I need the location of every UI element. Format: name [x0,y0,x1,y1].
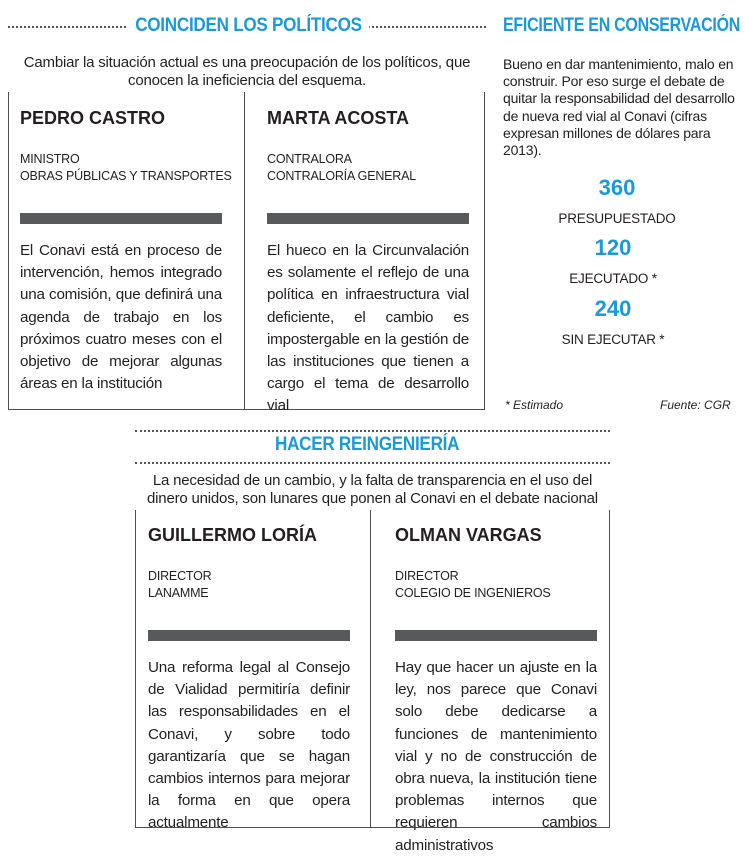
separator-bar [148,630,350,641]
separator-bar [20,213,222,224]
person-card-pedro-castro [20,108,232,395]
person-role [20,151,232,185]
person-name: GUILLERMO LORÍA [148,525,317,545]
person-role [267,151,469,185]
person-name: PEDRO CASTRO [20,108,166,128]
person-quote: El hueco en la Circunvalación es solamente el reflejo de una política en infraestructura vial deficiente, el cambio es impostergable en la gestión de las instituciones que tienen a cargo el tema de desarrollo vial [267,242,469,415]
person-role-org: LANAMME [148,586,209,600]
person-role [395,568,597,602]
stat-label: SIN EJECUTAR * [561,332,665,347]
person-role-title: DIRECTOR [395,569,459,583]
person-role-title: CONTRALORA [267,152,352,166]
person-quote: Hay que hacer un ajuste en la ley, nos parece que Conavi solo debe dedicarse a funciones de mantenimiento vial y no de construcción de obra nueva, la institución tiene problemas internos que requieren cambios administrativos [395,659,597,854]
stat-value: 360 [598,175,636,200]
person-quote: El Conavi está en proceso de intervención, hemos integrado una comisión, que definirá una agenda de trabajo en los próximos cuatro meses con el objetivo de mejorar algunas áreas en la institución [20,242,222,393]
section1-title: COINCIDEN LOS POLÍTICOS [128,15,369,37]
person-role-org: OBRAS PÚBLICAS Y TRANSPORTES [20,169,232,183]
sidebar-footnote: * Estimado [505,398,564,412]
person-name: MARTA ACOSTA [267,108,409,128]
person-role-org: COLEGIO DE INGENIEROS [395,586,551,600]
person-name: OLMAN VARGAS [395,525,542,545]
person-role-title: MINISTRO [20,152,80,166]
person-card-guillermo-loria [148,525,350,835]
person-card-marta-acosta [267,108,469,418]
sidebar-text: Bueno en dar mantenimiento, malo en construir. Por eso surge el debate de quitar la responsabilidad del desarrollo de nueva red vial al Conavi (cifras expresan millones de dólares para 2013). [503,56,735,159]
section2-title: HACER REINGENIERÍA [275,434,460,455]
person-role-org: CONTRALORÍA GENERAL [267,169,417,183]
separator-bar [395,630,597,641]
separator-bar [267,213,469,224]
stat-ejecutado [513,235,713,286]
person-role [148,568,350,602]
stat-label: EJECUTADO * [569,271,657,286]
stat-presupuestado [517,175,717,226]
section1-intro: Cambiar la situación actual es una preocupación de los políticos, que conocen la ineficiencia del esquema. [23,54,471,89]
section2-intro: La necesidad de un cambio, y la falta de transparencia en el uso del dinero unidos, son lunares que ponen al Conavi en el debate nacional [147,472,598,507]
stat-value: 120 [594,235,632,260]
section2-divider [370,510,371,828]
stat-sin-ejecutar [513,296,713,347]
sidebar-source: Fuente: CGR [660,398,731,412]
section2-rule-bottom [135,462,610,464]
person-card-olman-vargas [395,525,597,857]
person-role-title: DIRECTOR [148,569,212,583]
sidebar-title: EFICIENTE EN CONSERVACIÓN [498,15,745,37]
stat-label: PRESUPUESTADO [558,211,676,226]
section1-divider [244,92,245,410]
section2-rule-top [135,430,610,432]
stat-value: 240 [594,296,632,321]
person-quote: Una reforma legal al Consejo de Vialidad permitiría definir las responsabilidades en el Conavi, y sobre todo garantizaría que se hagan cambios internos para mejorar la forma en que opera actualmente [148,659,350,832]
